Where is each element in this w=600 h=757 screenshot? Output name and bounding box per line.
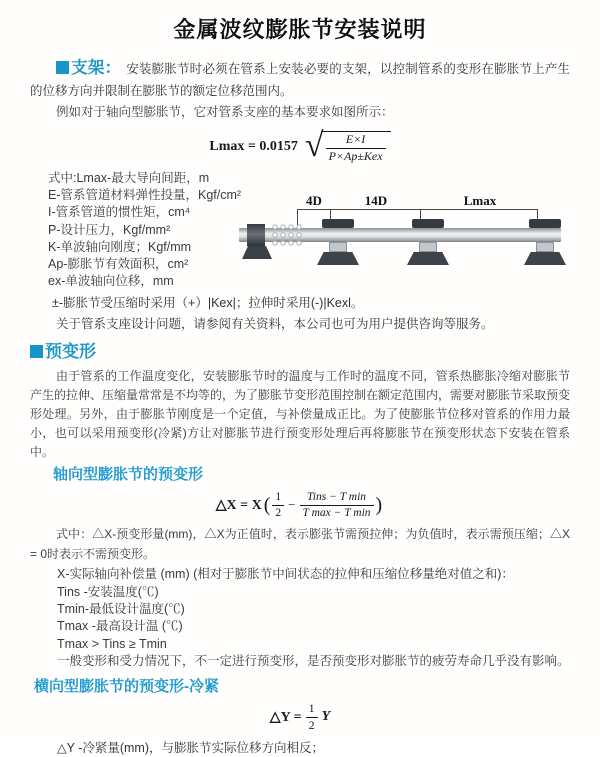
- definition-line: ex-单波轴向位移，mm: [48, 274, 174, 289]
- definition-line: 式中:Lmax-最大导向间距，m: [48, 171, 210, 185]
- section-bullet-icon: [56, 61, 69, 74]
- lateral-subsection-heading: 横向型膨胀节的预变形-冷紧: [34, 678, 219, 696]
- formula-lmax-numerator: E×I: [345, 132, 366, 147]
- formula-dx-temp-den: T max − T min: [300, 505, 374, 520]
- support-cap: [412, 219, 444, 228]
- definition-line: X-实际轴向补偿量 (mm) (相对于膨胀节中间状态的拉伸和压缩位移量绝对值之和)：: [57, 567, 514, 582]
- definition-line: I-管系管道的惯性矩，cm⁴: [48, 205, 191, 220]
- close-paren: ): [375, 493, 383, 516]
- formula-dx-half-num: 1: [275, 491, 282, 504]
- support-cap: [322, 219, 354, 228]
- definition-line: Tmax > Tins ≥ Tmin: [57, 636, 167, 651]
- definition-line: Tmin-最低设计温度(℃): [57, 602, 185, 616]
- formula-lmax: [0, 128, 600, 166]
- open-paren: (: [263, 493, 271, 516]
- definition-line: Tmax -最高设计温 (℃): [57, 619, 183, 634]
- predeform-section-heading: [0, 341, 600, 363]
- axial-note-text: 式中：△X-预变形量(mm)，△X为正值时，表示膨张节需预拉伸；为负值时，表示需预压缩；△X = 0时表示不需预变形。: [30, 527, 570, 562]
- diagram-label-4d: 4D: [306, 193, 322, 208]
- lateral-note-text: △Y -冷紧量(mm)，与膨胀节实际位移方向相反；: [57, 741, 325, 756]
- definition-line: K-单波轴向刚度；Kgf/mm: [48, 239, 192, 254]
- minus-sign: −: [288, 497, 296, 513]
- definition-line: P-设计压力，Kgf/mm²: [48, 222, 171, 237]
- support-example-text: 例如对于轴向型膨胀节，它对管系支座的基本要求如图所示：: [56, 105, 394, 119]
- pipe-support-diagram: [245, 195, 567, 280]
- bellows-icon: [271, 223, 303, 247]
- formula-lmax-radicand: [321, 131, 391, 163]
- formula-delta-x: [0, 490, 600, 520]
- support-base: [407, 252, 449, 265]
- definition-line: Tins -安装温度(℃): [57, 584, 159, 599]
- sqrt-sign-icon: √: [304, 127, 324, 164]
- support-base: [524, 252, 566, 265]
- definition-line: Ap-膨胀节有效面积，cm²: [48, 257, 189, 272]
- definition-line: 一般变形和受力情况下，不一定进行预变形，是否预变形对膨胀节的疲劳寿命几乎没有影响。: [57, 653, 570, 668]
- diagram-label-14d: 14D: [364, 193, 388, 208]
- diagram-label-lmax: Lmax: [463, 193, 497, 208]
- support-section-heading: 支架：: [71, 59, 122, 77]
- formula-dy-lhs: △Y =: [269, 709, 302, 725]
- formula-dx-lhs: △X = X: [215, 497, 262, 513]
- definition-line: E-管系管道材料弹性投量，Kgf/cm²: [48, 188, 242, 203]
- support-lead-text: 安装膨胀节时必须在管系上安装必要的支架，以控制管系的变形在膨胀节上产生的位移方向并限制在膨胀节的额定位移范围内。: [30, 62, 571, 98]
- predeform-heading-label: 预变形: [45, 342, 96, 362]
- support-section-intro: [0, 57, 600, 102]
- formula-delta-y: [0, 703, 600, 731]
- axial-definitions-list: [0, 566, 600, 670]
- support-base: [317, 252, 359, 265]
- support-cap: [529, 219, 561, 228]
- formula-dy-den: 2: [306, 717, 318, 732]
- anchor-base: [242, 246, 272, 259]
- formula-dx-temp-num: Tins − T min: [307, 491, 367, 504]
- axial-subsection-heading: 轴向型膨胀节的预变形: [53, 466, 204, 484]
- anchor-clamp: [247, 224, 265, 246]
- section-bullet-icon: [30, 345, 43, 358]
- predeform-body-text: 由于管系的工作温度变化，安装膨胀节时的温度与工作时的温度不同，管系热膨胀冷缩对膨胀节产生的拉伸、压缩量常常是不均等的，为了膨胀节变形范围控制在额定范围内，需要对膨胀节采取预变形处理。另外，由于膨胀节刚度是一个定值，与补偿量成正比。为了使膨胀节位移对管系的作用力最小，也可以采用预变形(冷紧)方让对膨胀节进行预变形处理后再将膨胀节在预变形状态下安装在管系中。: [30, 369, 571, 459]
- formula-dx-half-den: 2: [272, 505, 284, 520]
- formula-dy-num: 1: [308, 701, 315, 716]
- support-stem: [536, 242, 554, 252]
- support-stem: [419, 242, 437, 252]
- formula-dy-rhs: Y: [321, 709, 331, 725]
- dimension-line: [297, 209, 537, 210]
- formula-lmax-denominator: P×Ap±Kex: [326, 148, 386, 163]
- support-stem: [329, 242, 347, 252]
- support-closing-note: 关于管系支座设计问题，请参阅有关资料，本公司也可为用户提供咨询等服务。: [56, 317, 494, 332]
- formula-lmax-lhs: Lmax = 0.0157: [209, 139, 298, 154]
- definition-plus-minus: ±-膨胀节受压缩时采用（+）|Kex|；拉伸时采用(-)|Kexl。: [52, 296, 364, 311]
- page-title: 金属波纹膨胀节安装说明: [173, 17, 427, 42]
